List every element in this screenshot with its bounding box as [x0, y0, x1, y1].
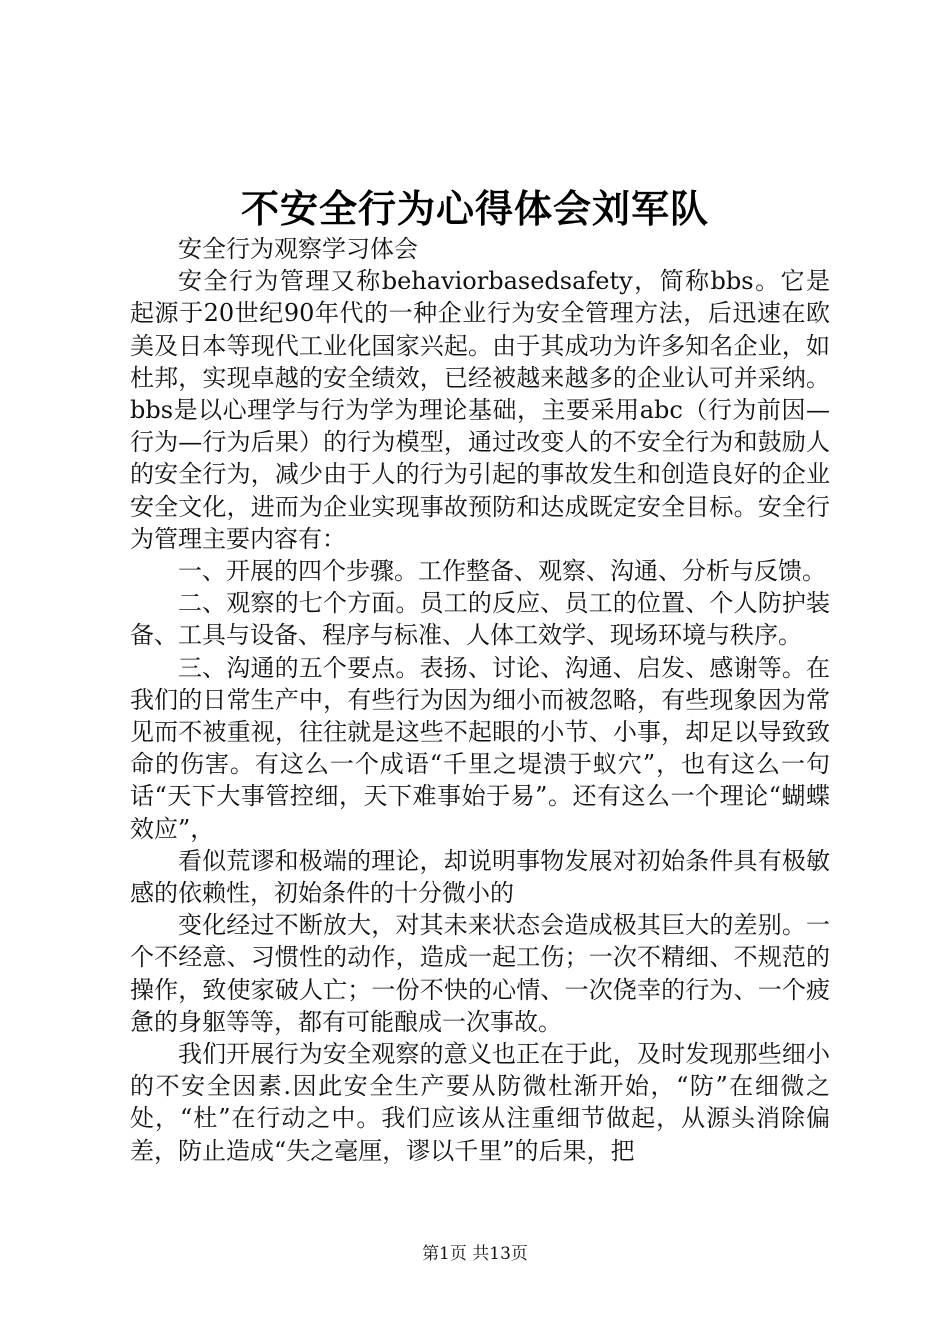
paragraph: 安全行为管理又称behaviorbasedsafety，简称bbs。它是起源于20世纪90年代的一种企业行为安全管理方法，后迅速在欧美及日本等现代工业化国家兴起。由于其成功为许多知名企业，如杜邦，实现卓越的安全绩效，已经被越来越多的企业认可并采纳。bbs是以心理学与行为学为理论基础，主要采用abc（行为前因—行为—行为后果）的行为模型，通过改变人的不安全行为和鼓励人的安全行为，减少由于人的行为引起的事故发生和创造良好的企业安全文化，进而为企业实现事故预防和达成既定安全目标。安全行为管理主要内容有： — [130, 267, 830, 553]
paragraph: 看似荒谬和极端的理论，却说明事物发展对初始条件具有极敏感的依赖性，初始条件的十分微小的 — [130, 846, 830, 908]
document-title: 不安全行为心得体会刘军队 — [240, 186, 709, 231]
paragraph: 变化经过不断放大，对其未来状态会造成极其巨大的差别。一个不经意、习惯性的动作，造成一起工伤；一次不精细、不规范的操作，致使家破人亡；一份不快的心情、一次侥幸的行为、一个疲惫的身躯等等，都有可能酿成一次事故。 — [130, 911, 830, 1036]
paragraph: 二、观察的七个方面。员工的反应、员工的位置、个人防护装备、工具与设备、程序与标准、人体工效学、现场环境与秩序。 — [130, 589, 830, 650]
paragraph: 一、开展的四个步骤。工作整备、观察、沟通、分析与反馈。 — [178, 557, 826, 586]
paragraph: 三、沟通的五个要点。表扬、讨论、沟通、启发、感谢等。在我们的日常生产中，有些行为因为细小而被忽略，有些现象因为常见而不被重视，往往就是这些不起眼的小节、小事，却足以导致致命的伤害。有这么一个成语“千里之堤溃于蚁穴”，也有这么一句话“天下大事管控细，天下难事始于易”。还有这么一个理论“蝴蝶效应”， — [130, 653, 830, 843]
paragraph-heading: 安全行为观察学习体会 — [178, 235, 418, 263]
paragraph: 我们开展行为安全观察的意义也正在于此，及时发现那些细小的不安全因素.因此安全生产要从防微杜渐开始，“防”在细微之处，“杜”在行动之中。我们应该从注重细节做起，从源头消除偏差，防止造成“失之毫厘，谬以千里”的后果，把 — [130, 1040, 830, 1165]
page-number: 第1页 共13页 — [422, 1244, 528, 1264]
document-body — [130, 233, 830, 1167]
